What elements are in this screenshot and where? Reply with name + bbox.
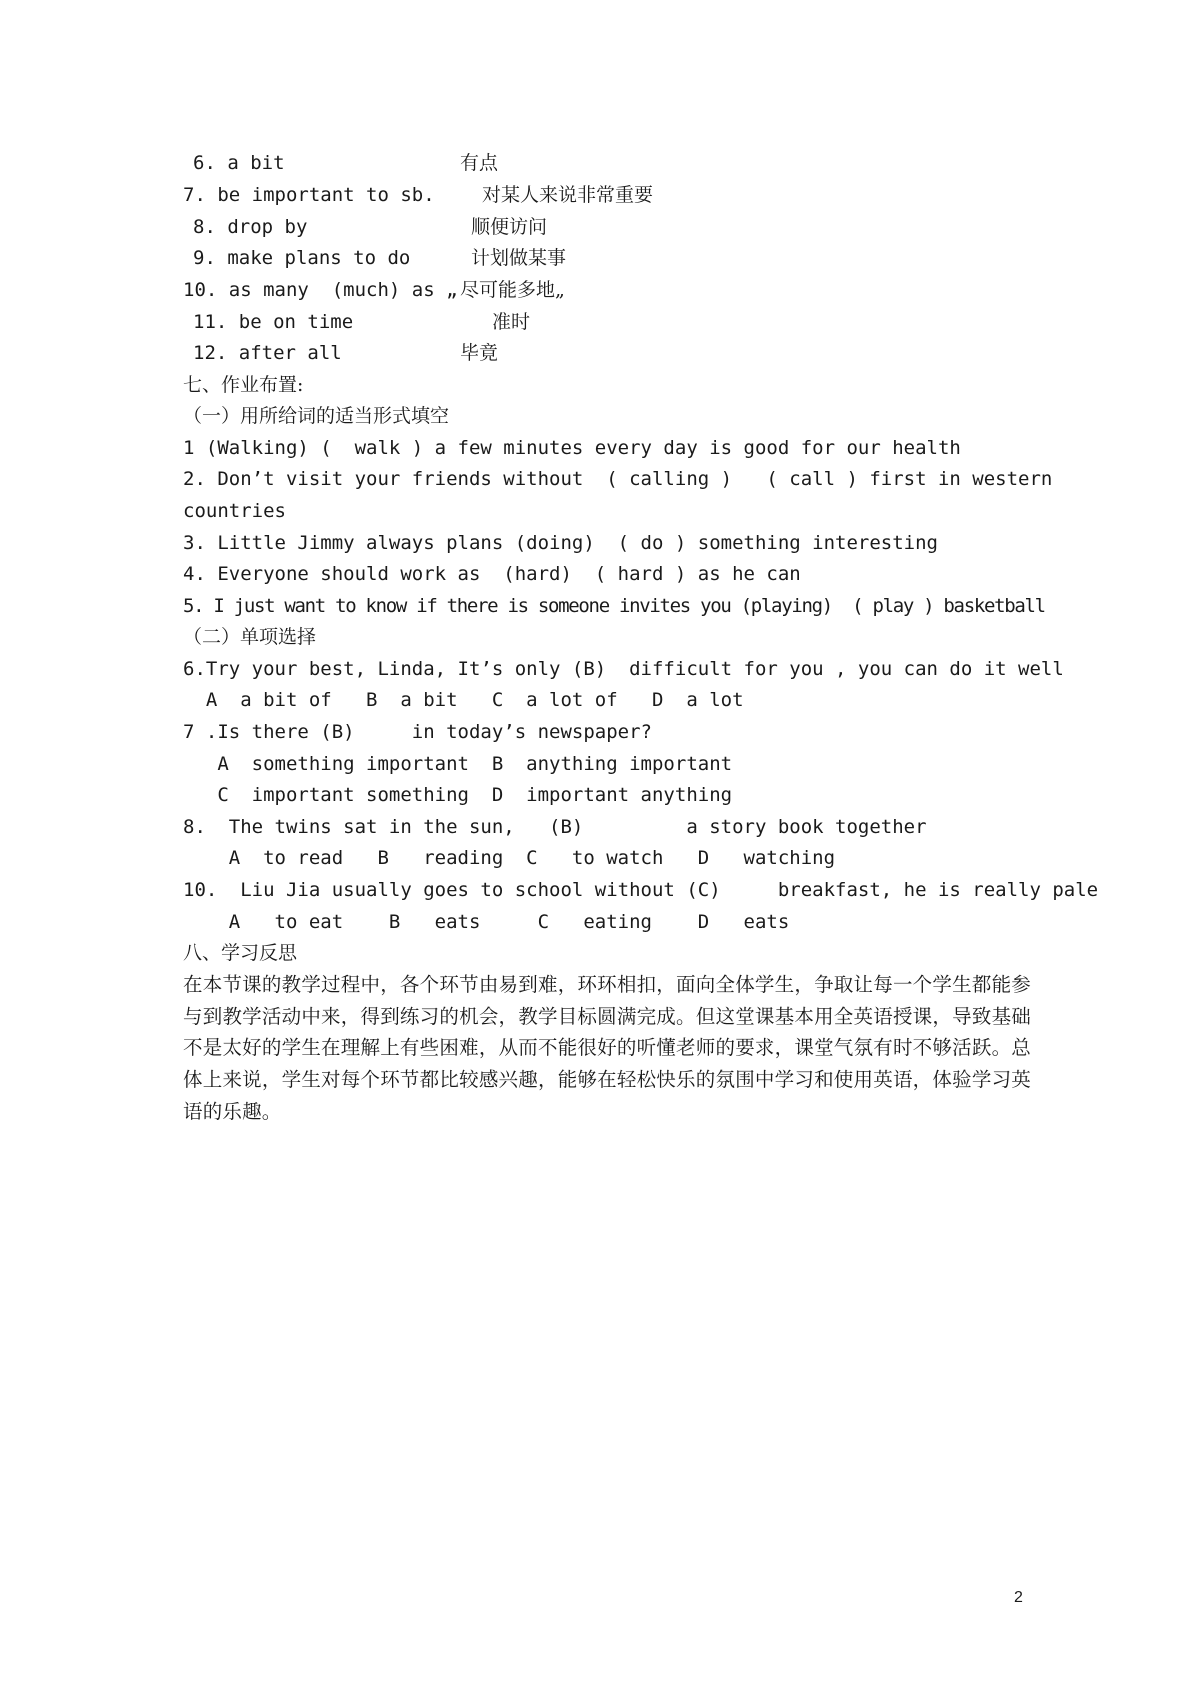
reflection-heading: 八、学习反思 bbox=[183, 942, 298, 964]
reflection-paragraph: 在本节课的教学过程中，各个环节由易到难，环环相扣，面向全体学生，争取让每一个学生都能参与到教学活动中来，得到练习的机会，教学目标圆满完成。但这堂课基本用全英语授课，导致基础不是太好的学生在理解上有些困难，从而不能很好的听懂老师的要求，课堂气氛有时不够活跃。总体上来说，学生对每个环节都比较感兴趣，能够在轻松快乐的氛围中学习和使用英语，体验学习英语的乐趣。 bbox=[183, 973, 1031, 1123]
mc-options-6: A a bit of B a bit C a lot of D a lot bbox=[183, 689, 744, 711]
page-number: 2 bbox=[1014, 1589, 1023, 1606]
mc-question-8: 8. The twins sat in the sun, (B) a story book together bbox=[183, 816, 927, 838]
phrase-zh-7: 对某人来说非常重要 bbox=[482, 184, 654, 206]
fill-blank-item-2: 2. Don’t visit your friends without ( calling ) ( call ) first in western bbox=[183, 468, 1053, 490]
mc-options-8: A to read B reading C to watch D watching bbox=[183, 847, 836, 869]
mc-options-7b: C important something D important anything bbox=[183, 784, 733, 806]
phrase-zh-9: 计划做某事 bbox=[471, 247, 567, 269]
mc-question-7: 7 .Is there (B) in today’s newspaper? bbox=[183, 721, 652, 743]
mc-options-10: A to eat B eats C eating D eats bbox=[183, 911, 790, 933]
mc-question-6: 6.Try your best, Linda, It’s only (B) difficult for you , you can do it well bbox=[183, 658, 1064, 680]
fill-blank-item-5: 5. I just want to know if there is someone invites you (playing) ( play ) basketball bbox=[183, 595, 1045, 617]
mc-options-7a: A something important B anything important bbox=[183, 753, 733, 775]
fill-blank-item-3: 3. Little Jimmy always plans (doing) ( do ) something interesting bbox=[183, 532, 938, 554]
phrase-en-6: 6. a bit bbox=[193, 152, 285, 174]
phrase-zh-11: 准时 bbox=[492, 311, 531, 333]
phrase-en-11: 11. be on time bbox=[193, 311, 354, 333]
phrase-zh-10: 尽可能多地„ bbox=[460, 279, 565, 301]
mc-question-10: 10. Liu Jia usually goes to school without (C) breakfast, he is really pale bbox=[183, 879, 1099, 901]
phrase-en-10: 10. as many (much) as „ bbox=[183, 279, 458, 301]
fill-blank-item-4: 4. Everyone should work as (hard) ( hard ) as he can bbox=[183, 563, 801, 585]
phrase-en-7: 7. be important to sb. bbox=[183, 184, 435, 206]
phrase-zh-8: 顺便访问 bbox=[471, 216, 548, 238]
fill-blank-item-2-cont: countries bbox=[183, 500, 286, 522]
phrase-en-12: 12. after all bbox=[193, 342, 342, 364]
phrase-en-8: 8. drop by bbox=[193, 216, 308, 238]
homework-part1-heading: （一）用所给词的适当形式填空 bbox=[183, 405, 450, 427]
homework-part2-heading: （二）单项选择 bbox=[183, 626, 317, 648]
fill-blank-item-1: 1 (Walking) ( walk ) a few minutes every day is good for our health bbox=[183, 437, 961, 459]
phrase-zh-12: 毕竟 bbox=[460, 342, 499, 364]
homework-heading: 七、作业布置: bbox=[183, 374, 304, 396]
phrase-zh-6: 有点 bbox=[460, 152, 499, 174]
phrase-en-9: 9. make plans to do bbox=[193, 247, 411, 269]
